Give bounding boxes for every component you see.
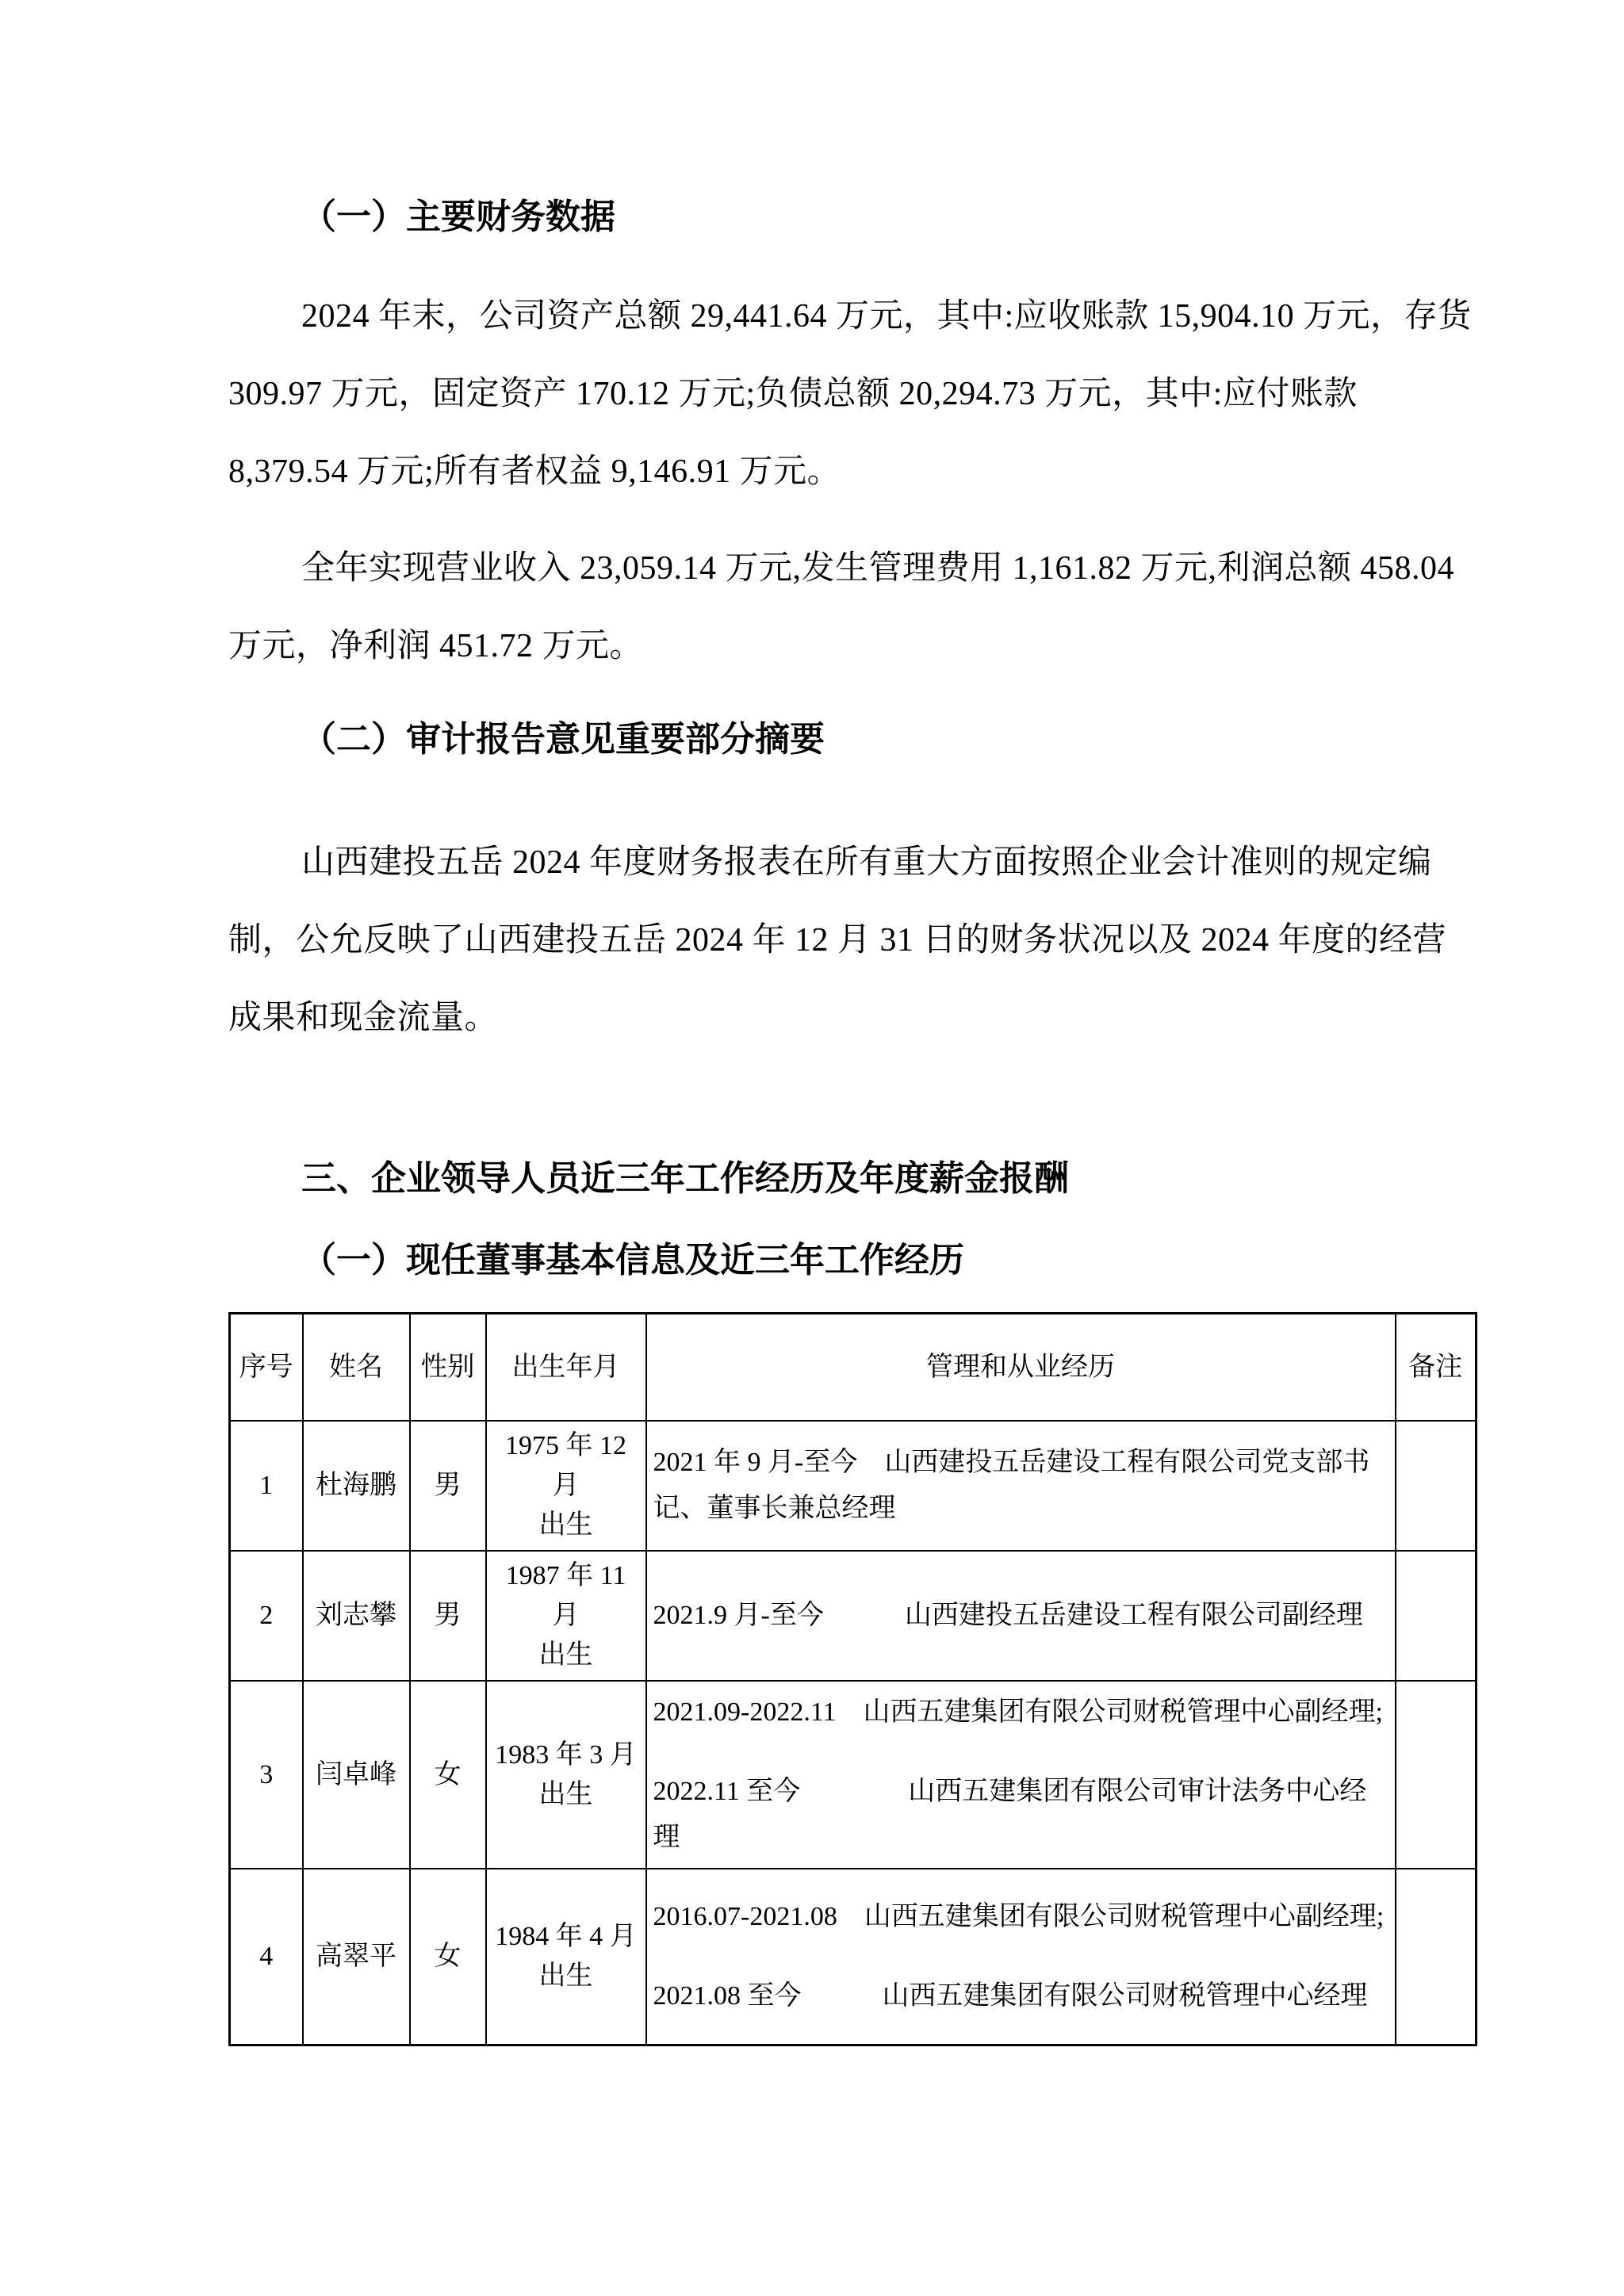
cell-note	[1396, 1869, 1477, 2045]
table-row-director-2	[230, 1551, 1477, 1681]
column-header-note: 备注	[1396, 1314, 1477, 1422]
column-header-name: 姓名	[303, 1314, 410, 1422]
column-header-birth-date: 出生年月	[486, 1314, 646, 1422]
birth-year-month: 1983 年 3 月	[495, 1739, 637, 1770]
experience-entry: 2021.08 至今 山西五建集团有限公司财税管理中心经理	[653, 1981, 1368, 2011]
cell-experience	[646, 1869, 1396, 2045]
cell-gender: 男	[410, 1421, 486, 1551]
cell-serial-no: 1	[230, 1421, 303, 1551]
paragraph-balance-sheet-summary: 2024 年末，公司资产总额 29,441.64 万元，其中:应收账款 15,904.10 万元，存货 309.97 万元，固定资产 170.12 万元;负债总额 20,294.73 万元，其中:应付账款 8,379.54 万元;所有者权益 9,146.91 万元。	[228, 298, 1472, 490]
cell-experience	[646, 1681, 1396, 1869]
birth-year-month: 1975 年 12 月	[505, 1431, 626, 1500]
birth-year-month: 1984 年 4 月	[495, 1922, 637, 1951]
cell-birth-date	[486, 1681, 646, 1869]
table-row-director-4	[230, 1869, 1477, 2045]
table-row-director-1	[230, 1421, 1477, 1551]
experience-entry: 2022.11 至今 山西五建集团有限公司审计法务中心经理	[653, 1776, 1367, 1852]
birth-suffix: 出生	[538, 1510, 593, 1540]
cell-birth-date	[486, 1869, 646, 2045]
cell-serial-no: 2	[230, 1551, 303, 1681]
cell-note	[1396, 1681, 1477, 1869]
cell-gender: 男	[410, 1551, 486, 1681]
birth-year-month: 1987 年 11 月	[505, 1561, 626, 1630]
cell-note	[1396, 1421, 1477, 1551]
cell-name: 杜海鹏	[303, 1421, 410, 1551]
paragraph-income-summary: 全年实现营业收入 23,059.14 万元,发生管理费用 1,161.82 万元,利润总额 458.04 万元，净利润 451.72 万元。	[228, 550, 1455, 664]
heading-audit-opinion-summary: （二）审计报告意见重要部分摘要	[301, 720, 825, 759]
birth-suffix: 出生	[538, 1779, 593, 1809]
cell-gender: 女	[410, 1869, 486, 2045]
experience-entry: 2021 年 9 月-至今 山西建投五岳建设工程有限公司党支部书记、董事长兼总经理	[653, 1448, 1370, 1523]
cell-name: 闫卓峰	[303, 1681, 410, 1869]
cell-gender: 女	[410, 1681, 486, 1869]
birth-suffix: 出生	[538, 1640, 593, 1670]
table-row-director-3	[230, 1681, 1477, 1869]
column-header-serial-no: 序号	[230, 1314, 303, 1422]
cell-note	[1396, 1551, 1477, 1681]
column-header-experience: 管理和从业经历	[646, 1314, 1396, 1422]
experience-entry: 2016.07-2021.08 山西五建集团有限公司财税管理中心副经理;	[653, 1902, 1385, 1931]
cell-name: 刘志攀	[303, 1551, 410, 1681]
cell-serial-no: 3	[230, 1681, 303, 1869]
directors-table	[228, 1312, 1477, 2046]
heading-leaders-work-history: 三、企业领导人员近三年工作经历及年度薪金报酬	[301, 1159, 1069, 1198]
experience-entry: 2021.09-2022.11 山西五建集团有限公司财税管理中心副经理;	[653, 1697, 1384, 1727]
table-header-row	[230, 1314, 1477, 1422]
birth-suffix: 出生	[538, 1961, 593, 1991]
paragraph-audit-opinion: 山西建投五岳 2024 年度财务报表在所有重大方面按照企业会计准则的规定编制，公允反映了山西建投五岳 2024 年 12 月 31 日的财务状况以及 2024 年度的经营成果和现金流量。	[228, 844, 1447, 1036]
cell-birth-date	[486, 1421, 646, 1551]
experience-entry: 2021.9 月-至今 山西建投五岳建设工程有限公司副经理	[653, 1601, 1363, 1630]
cell-experience	[646, 1551, 1396, 1681]
column-header-gender: 性别	[410, 1314, 486, 1422]
heading-main-financial-data: （一）主要财务数据	[301, 197, 615, 236]
cell-experience	[646, 1421, 1396, 1551]
heading-current-directors-info: （一）现任董事基本信息及近三年工作经历	[301, 1241, 964, 1280]
cell-birth-date	[486, 1551, 646, 1681]
cell-name: 高翠平	[303, 1869, 410, 2045]
cell-serial-no: 4	[230, 1869, 303, 2045]
